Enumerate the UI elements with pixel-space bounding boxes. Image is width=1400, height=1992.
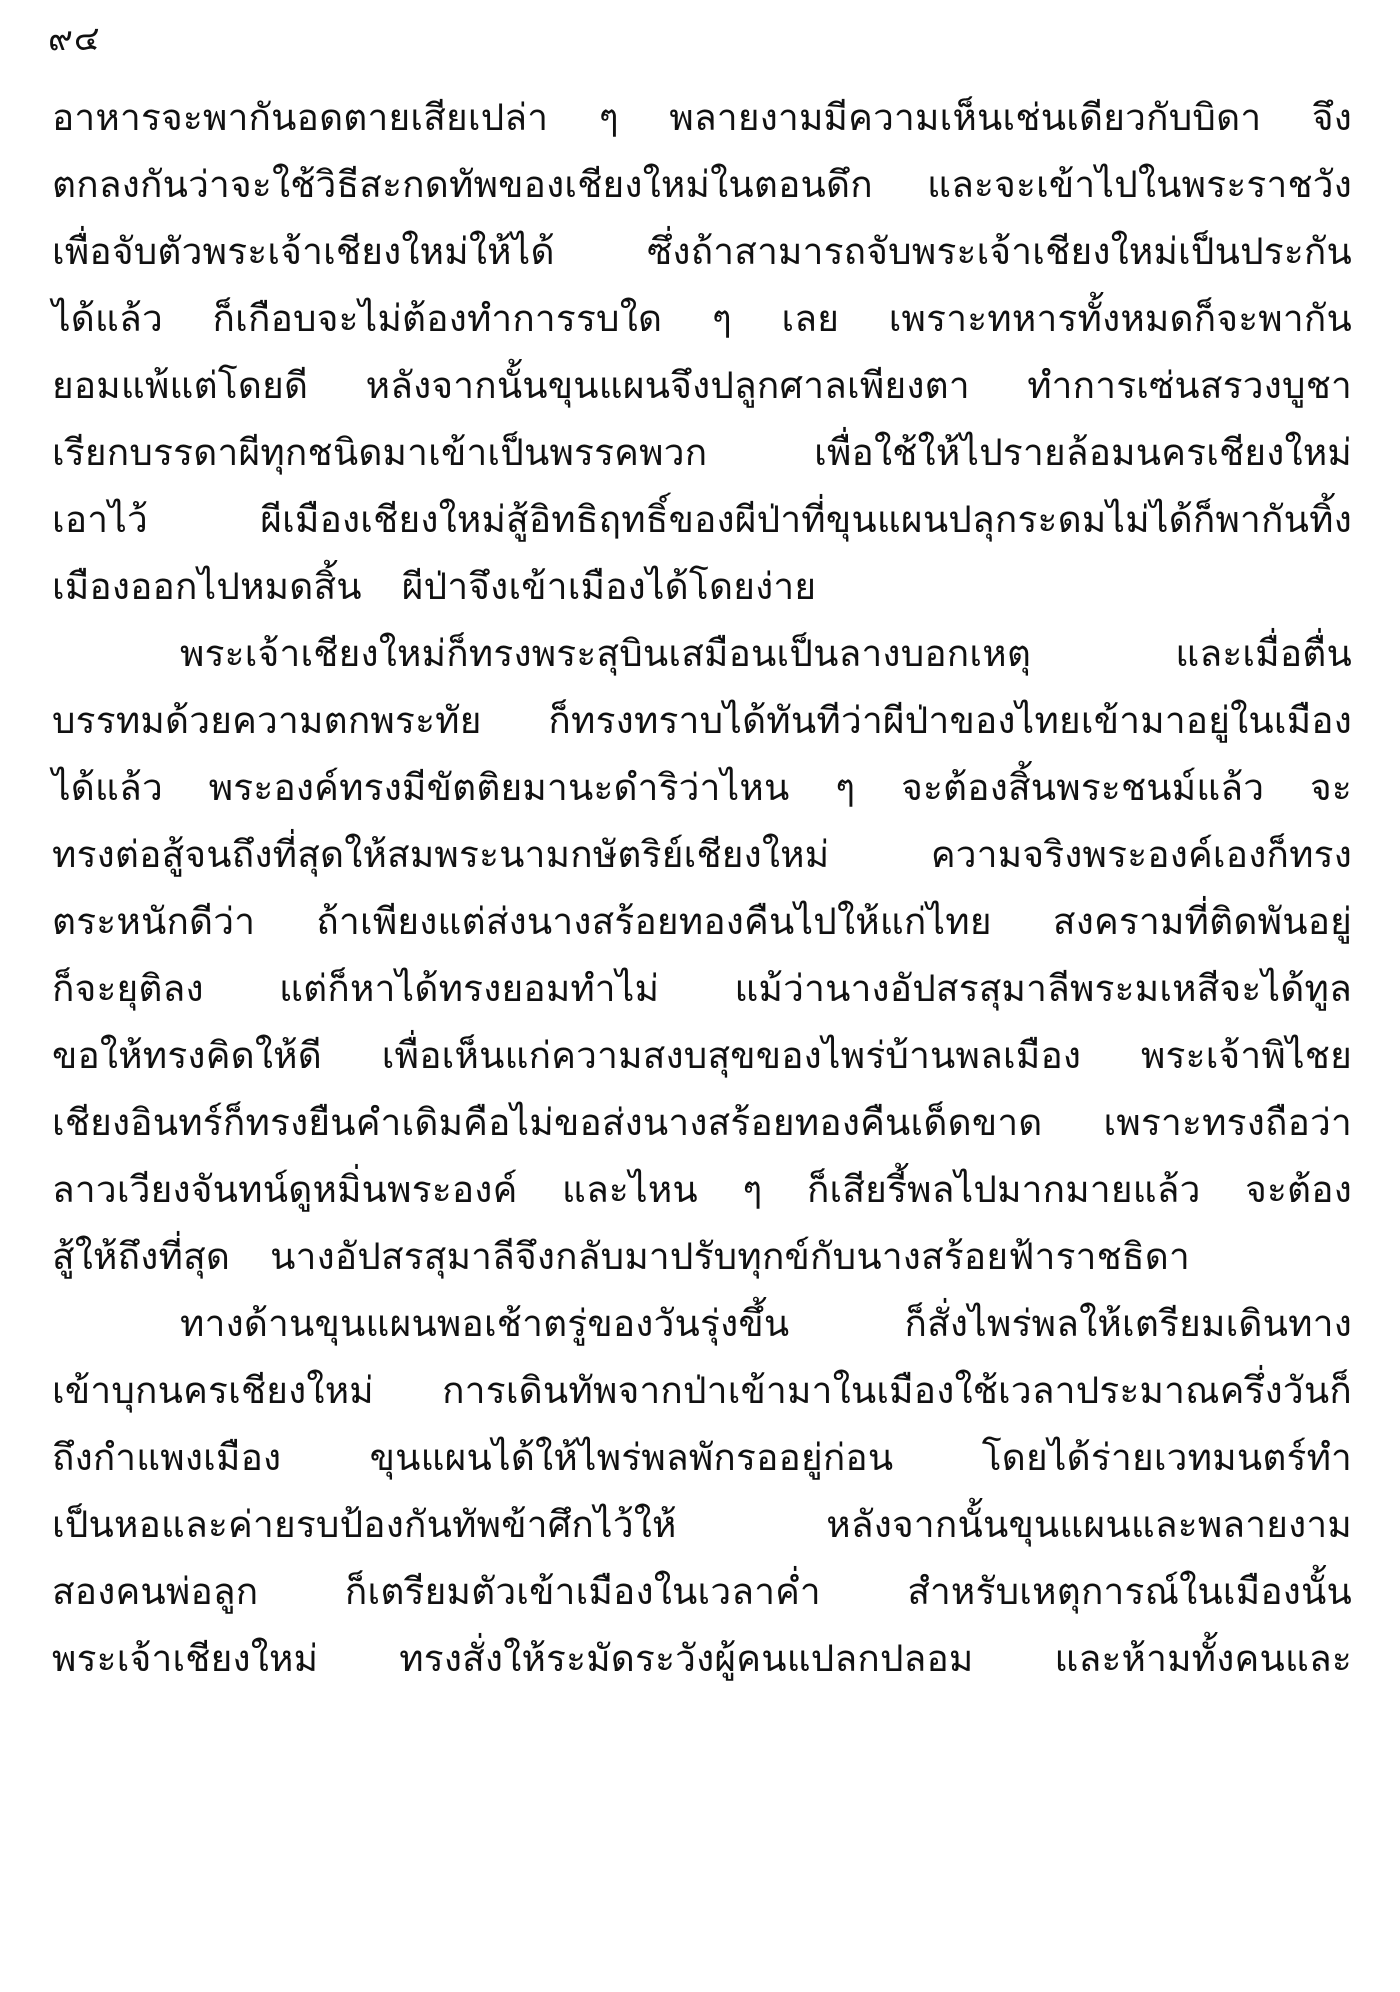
text-segment: เพราะทหารทั้งหมดก็จะพากัน <box>888 297 1352 340</box>
text-segment: เข้าบุกนครเชียงใหม่ <box>52 1369 374 1412</box>
text-line <box>52 553 1352 620</box>
text-line <box>52 218 1352 285</box>
text-segment: ผีป่าจึงเข้าเมืองได้โดยง่าย <box>401 565 817 608</box>
text-segment: เพราะทรงถือว่า <box>1103 1101 1352 1144</box>
text-segment: ก็เสียรี้พลไปมากมายแล้ว <box>806 1168 1201 1211</box>
text-segment: และจะเข้าไปในพระราชวัง <box>927 163 1352 206</box>
text-line <box>52 151 1352 218</box>
text-segment: ความจริงพระองค์เองก็ทรง <box>930 833 1352 876</box>
text-segment: ได้แล้ว <box>52 766 163 809</box>
text-segment: ผีเมืองเชียงใหม่สู้อิทธิฤทธิ์ของผีป่าที่ขุนแผนปลุกระดมไม่ได้ก็พากันทิ้ง <box>260 498 1352 541</box>
body-text <box>52 84 1352 1692</box>
text-segment: สำหรับเหตุการณ์ในเมืองนั้น <box>907 1570 1352 1613</box>
text-segment: ก็จะยุติลง <box>52 967 204 1010</box>
text-segment: และห้ามทั้งคนและ <box>1054 1637 1352 1680</box>
text-line <box>52 620 1352 687</box>
text-segment: เอาไว้ <box>52 498 149 541</box>
text-line <box>52 1089 1352 1156</box>
text-line <box>52 1424 1352 1491</box>
text-line <box>52 955 1352 1022</box>
text-segment: ก็เกือบจะไม่ต้องทำการรบใด <box>212 297 663 340</box>
text-segment: ยอมแพ้แต่โดยดี <box>52 364 309 407</box>
text-segment: สู้ให้ถึงที่สุด <box>52 1235 231 1278</box>
text-segment: อาหารจะพากันอดตายเสียเปล่า <box>52 96 549 139</box>
text-segment: นางอัปสรสุมาลีจึงกลับมาปรับทุกข์กับนางสร้อยฟ้าราชธิดา <box>270 1235 1190 1278</box>
text-segment: ลาวเวียงจันทน์ดูหมิ่นพระองค์ <box>52 1168 518 1211</box>
text-line <box>52 1491 1352 1558</box>
text-line <box>52 84 1352 151</box>
text-segment: ทรงสั่งให้ระมัดระวังผู้คนแปลกปลอม <box>399 1637 974 1680</box>
text-line <box>52 1156 1352 1223</box>
text-segment: เพื่อเห็นแก่ความสงบสุขของไพร่บ้านพลเมือง <box>381 1034 1082 1077</box>
text-segment: เรียกบรรดาผีทุกชนิดมาเข้าเป็นพรรคพวก <box>52 431 708 474</box>
text-line <box>52 888 1352 955</box>
text-line <box>52 754 1352 821</box>
text-segment: การเดินทัพจากป่าเข้ามาในเมืองใช้เวลาประมาณครึ่งวันก็ <box>442 1369 1352 1412</box>
text-segment: และเมื่อตื่น <box>1175 632 1352 675</box>
text-segment: แต่ก็หาได้ทรงยอมทำไม่ <box>279 967 660 1010</box>
text-segment: เลย <box>781 297 840 340</box>
text-segment: เมืองออกไปหมดสิ้น <box>52 565 362 608</box>
text-line <box>52 1223 1352 1290</box>
text-segment: ก็เตรียมตัวเข้าเมืองในเวลาค่ำ <box>344 1570 821 1613</box>
text-segment: ซึ่งถ้าสามารถจับพระเจ้าเชียงใหม่เป็นประกัน <box>647 230 1352 273</box>
text-segment: จะต้อง <box>1245 1168 1352 1211</box>
text-segment: เชียงอินทร์ก็ทรงยืนคำเดิมคือไม่ขอส่งนางสร้อยทองคืนเด็ดขาด <box>52 1101 1043 1144</box>
text-segment: จะต้องสิ้นพระชนม์แล้ว <box>901 766 1265 809</box>
text-segment: แม้ว่านางอัปสรสุมาลีพระมเหสีจะได้ทูล <box>734 967 1352 1010</box>
text-segment: ขุนแผนได้ให้ไพร่พลพักรออยู่ก่อน <box>369 1436 894 1479</box>
text-segment: เป็นหอและค่ายรบป้องกันทัพข้าศึกไว้ให้ <box>52 1503 677 1546</box>
text-segment: เพื่อใช้ให้ไปรายล้อมนครเชียงใหม่ <box>814 431 1352 474</box>
text-segment: พระองค์ทรงมีขัตติยมานะดำริว่าไหน <box>208 766 790 809</box>
text-segment: พลายงามมีความเห็นเช่นเดียวกับบิดา <box>669 96 1262 139</box>
text-segment: สองคนพ่อลูก <box>52 1570 259 1613</box>
text-segment: หลังจากนั้นขุนแผนจึงปลูกศาลเพียงตา <box>365 364 970 407</box>
text-line <box>52 486 1352 553</box>
text-line <box>52 821 1352 888</box>
text-segment: ทำการเซ่นสรวงบูชา <box>1027 364 1352 407</box>
text-segment: ตกลงกันว่าจะใช้วิธีสะกดทัพของเชียงใหม่ในตอนดึก <box>52 163 873 206</box>
text-line <box>52 1357 1352 1424</box>
text-line <box>52 1022 1352 1089</box>
text-segment: พระเจ้าเชียงใหม่ <box>52 1637 319 1680</box>
text-segment: เพื่อจับตัวพระเจ้าเชียงใหม่ให้ได้ <box>52 230 555 273</box>
text-line <box>52 419 1352 486</box>
text-segment: ทางด้านขุนแผนพอเช้าตรู่ของวันรุ่งขึ้น <box>180 1302 790 1345</box>
text-segment: ๆ <box>711 297 732 340</box>
text-line <box>52 1558 1352 1625</box>
text-segment: พระเจ้าเชียงใหม่ก็ทรงพระสุบินเสมือนเป็นลางบอกเหตุ <box>180 632 1032 675</box>
text-segment: ทรงต่อสู้จนถึงที่สุดให้สมพระนามกษัตริย์เชียงใหม่ <box>52 833 830 876</box>
text-segment: ๆ <box>835 766 856 809</box>
text-segment: ก็ทรงทราบได้ทันทีว่าผีป่าของไทยเข้ามาอยู่ในเมือง <box>548 699 1352 742</box>
page-number: ๙๔ <box>48 19 101 59</box>
text-line <box>52 285 1352 352</box>
text-segment: ๆ <box>598 96 619 139</box>
text-line <box>52 352 1352 419</box>
text-segment: บรรทมด้วยความตกพระทัย <box>52 699 482 742</box>
text-segment: จะ <box>1310 766 1352 809</box>
text-segment: ถ้าเพียงแต่ส่งนางสร้อยทองคืนไปให้แก่ไทย <box>316 900 992 943</box>
text-segment: จึง <box>1311 96 1352 139</box>
text-segment: ตระหนักดีว่า <box>52 900 256 943</box>
text-segment: ได้แล้ว <box>52 297 163 340</box>
text-segment: ขอให้ทรงคิดให้ดี <box>52 1034 322 1077</box>
text-segment: ๆ <box>742 1168 763 1211</box>
text-segment: และไหน <box>562 1168 698 1211</box>
text-segment: พระเจ้าพิไชย <box>1140 1034 1352 1077</box>
text-line <box>52 1290 1352 1357</box>
text-segment: หลังจากนั้นขุนแผนและพลายงาม <box>826 1503 1352 1546</box>
text-line <box>52 1625 1352 1692</box>
text-segment: ถึงกำแพงเมือง <box>52 1436 282 1479</box>
text-segment: โดยได้ร่ายเวทมนตร์ทำ <box>981 1436 1352 1479</box>
text-segment: ก็สั่งไพร่พลให้เตรียมเดินทาง <box>904 1302 1352 1345</box>
text-line <box>52 687 1352 754</box>
text-segment: สงครามที่ติดพันอยู่ <box>1052 900 1352 943</box>
